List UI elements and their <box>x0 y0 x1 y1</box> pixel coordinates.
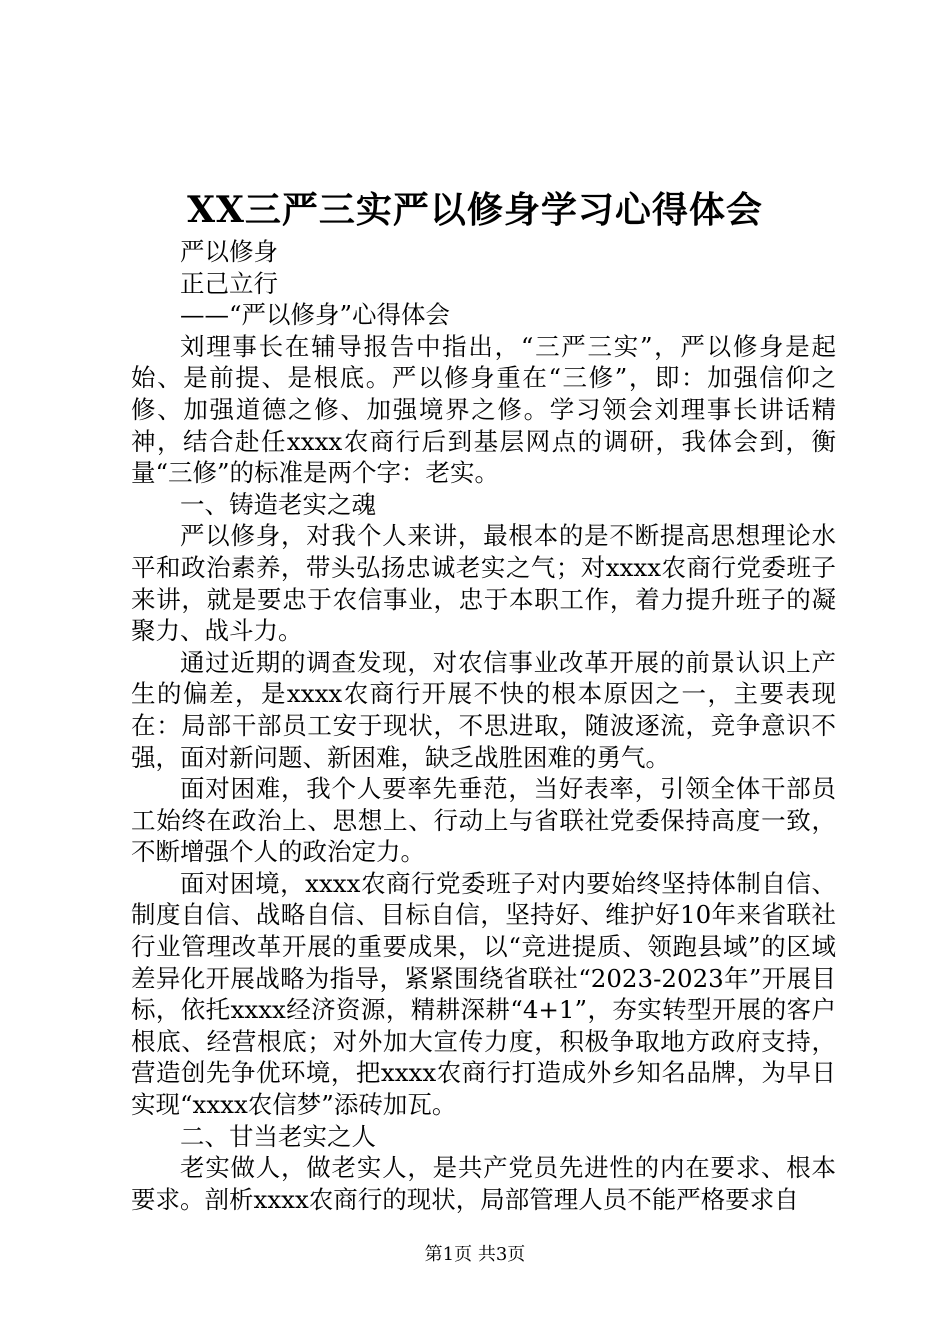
section-heading: 一、铸造老实之魂 <box>180 489 376 519</box>
paragraph: 严以修身，对我个人来讲，最根本的是不断提高思想理论水平和政治素养，带头弘扬忠诚老实之气；对xxxx农商行党委班子来讲，就是要忠于农信事业，忠于本职工作，着力提升班子的凝聚力、战斗力。 <box>131 521 836 646</box>
paragraph: 面对困难，我个人要率先垂范，当好表率，引领全体干部员工始终在政治上、思想上、行动上与省联社党委保持高度一致，不断增强个人的政治定力。 <box>131 774 836 867</box>
paragraph: 老实做人，做老实人，是共产党员先进性的内在要求、根本要求。剖析xxxx农商行的现状，局部管理人员不能严格要求自 <box>131 1153 836 1214</box>
paragraph: 严以修身 <box>180 237 278 266</box>
paragraph: ——“严以修身”心得体会 <box>180 300 451 330</box>
paragraph: 面对困境，xxxx农商行党委班子对内要始终坚持体制自信、制度自信、战略自信、目标自信，坚持好、维护好10年来省联社行业管理改革开展的重要成果，以“竞进提质、领跑县域”的区域差异化开展战略为指导，紧紧围绕省联社“2023-2023年”开展目标，依托xxxx经济资源，精耕深耕“4+1”，夯实转型开展的客户根底、经营根底；对外加大宣传力度，积极争取地方政府支持，营造创先争优环境，把xxxx农商行打造成外乡知名品牌，为早日实现“xxxx农信梦”添砖加瓦。 <box>131 868 836 1120</box>
section-heading: 二、甘当老实之人 <box>180 1121 376 1151</box>
document-body <box>131 236 836 1215</box>
document-title: XX三严三实严以修身学习心得体会 <box>187 189 763 231</box>
paragraph: 通过近期的调查发现，对农信事业改革开展的前景认识上产生的偏差，是xxxx农商行开展不快的根本原因之一，主要表现在：局部干部员工安于现状，不思进取，随波逐流，竞争意识不强，面对新问题、新困难，缺乏战胜困难的勇气。 <box>131 647 836 772</box>
paragraph: 正己立行 <box>180 268 278 298</box>
page-footer: 第1页 共3页 <box>424 1244 526 1265</box>
paragraph: 刘理事长在辅导报告中指出，“三严三实”，严以修身是起始、是前提、是根底。严以修身重在“三修”，即：加强信仰之修、加强道德之修、加强境界之修。学习领会刘理事长讲话精神，结合赴任xxxx农商行后到基层网点的调研，我体会到，衡量“三修”的标准是两个字：老实。 <box>131 331 836 488</box>
